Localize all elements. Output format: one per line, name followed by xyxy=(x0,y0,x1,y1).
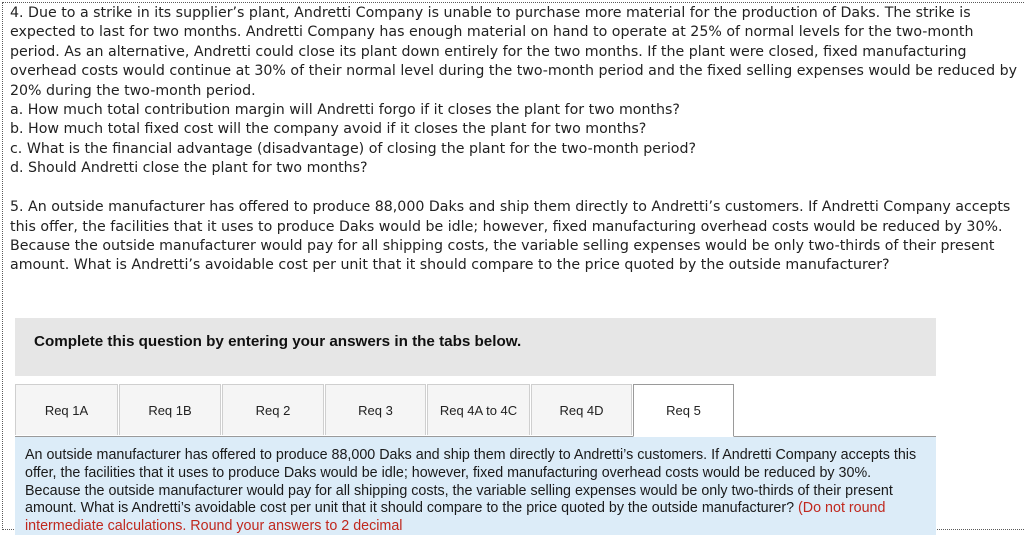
tab-req-3[interactable]: Req 3 xyxy=(325,384,426,435)
tab-req-5[interactable]: Req 5 xyxy=(633,384,734,437)
tab-req-4d[interactable]: Req 4D xyxy=(531,384,632,435)
req5-panel xyxy=(15,437,936,535)
q4-intro: 4. Due to a strike in its supplier’s plant, Andretti Company is unable to purchase more material for the production of Daks. The strike is expected to last for two months. Andretti Company has enough material on hand to operate at 25% of normal levels for the two-month period. As an alternative, Andretti could close its plant down entirely for the two months. If the plant were closed, fixed manufacturing overhead costs would continue at 30% of their normal level during the two-month period and the fixed selling expenses would be reduced by 20% during the two-month period. xyxy=(10,5,1018,99)
instruction-banner xyxy=(15,318,936,376)
q4b-text: b. How much total fixed cost will the company avoid if it closes the plant for two months? xyxy=(10,121,647,138)
tab-req-1b[interactable]: Req 1B xyxy=(119,384,221,435)
tab-req-2[interactable]: Req 2 xyxy=(222,384,324,435)
req5-panel-text: An outside manufacturer has offered to produce 88,000 Daks and ship them directly to Andretti’s customers. If Andretti Company accepts this offer, the facilities that it uses to produce Daks would be idle; however, fixed manufacturing overhead costs would be reduced by 30%. Because the outside manufacturer would pay for all shipping costs, the variable selling expenses would be only two-thirds of their present amount. What is Andretti’s avoidable cost per unit that it should compare to the price quoted by the outside manufacturer? xyxy=(25,447,917,517)
tab-bar xyxy=(15,384,936,437)
q4d-text: d. Should Andretti close the plant for two months? xyxy=(10,160,368,177)
q5-text: 5. An outside manufacturer has offered to produce 88,000 Daks and ship them directly to Andretti’s customers. If Andretti Company accepts this offer, the facilities that it uses to produce Daks would be idle; however, fixed manufacturing overhead costs would be reduced by 30%. Because the outside manufacturer would pay for all shipping costs, the variable selling expenses would be only two-thirds of their present amount. What is Andretti’s avoidable cost per unit that it should compare to the price quoted by the outside manufacturer? xyxy=(10,199,1011,274)
rounding-note: (Do not round intermediate calculations. Round your answers to 2 decimal xyxy=(25,500,886,535)
tab-req-1a[interactable]: Req 1A xyxy=(15,384,118,435)
tab-req-4a-to-4c[interactable]: Req 4A to 4C xyxy=(427,384,530,435)
instruction-text: Complete this question by entering your answers in the tabs below. xyxy=(34,333,522,350)
q4a-text: a. How much total contribution margin will Andretti forgo if it closes the plant for two months? xyxy=(10,102,680,119)
q4c-text: c. What is the financial advantage (disadvantage) of closing the plant for the two-month period? xyxy=(10,140,696,157)
question-text xyxy=(10,4,1024,276)
